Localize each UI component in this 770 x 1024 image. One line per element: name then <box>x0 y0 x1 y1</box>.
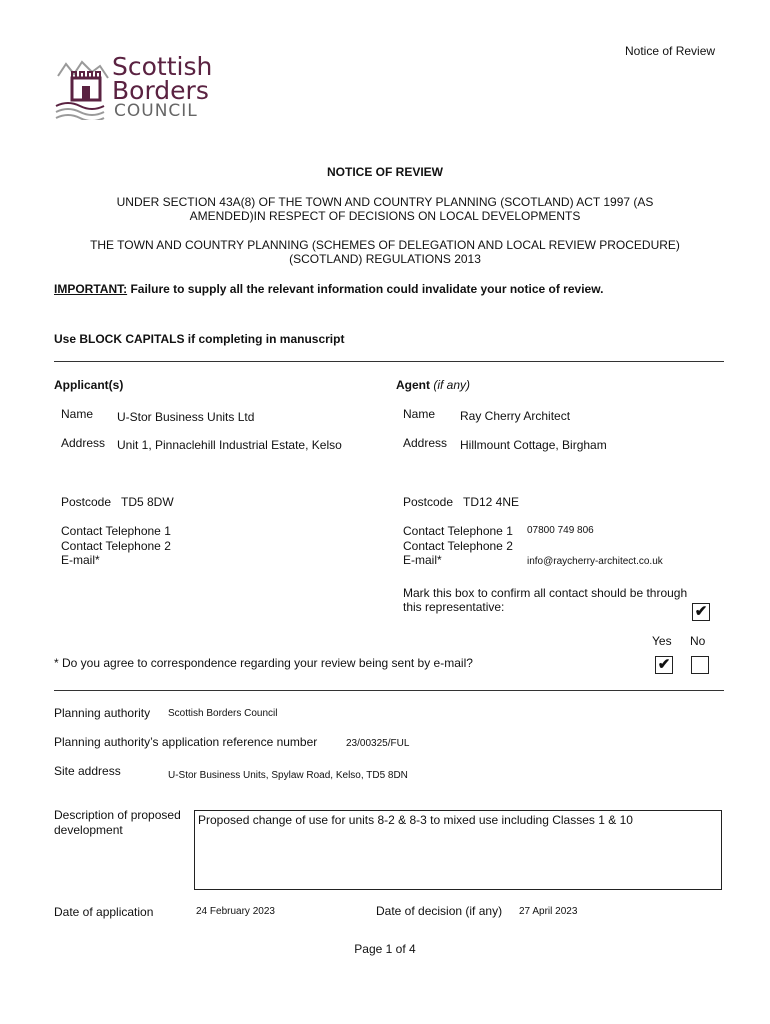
agent-postcode-label: Postcode <box>403 495 454 509</box>
date-of-decision-field[interactable]: 27 April 2023 <box>519 906 578 917</box>
description-label-line2: development <box>54 823 123 837</box>
email-consent-no-checkbox[interactable] <box>691 656 709 674</box>
description-textarea[interactable] <box>194 810 722 890</box>
agent-tel2-label: Contact Telephone 2 <box>403 539 513 553</box>
agent-tel1-label: Contact Telephone 1 <box>403 524 513 538</box>
agent-address-field[interactable]: Hillmount Cottage, Birgham <box>460 438 607 452</box>
subtitle-regs-line1: THE TOWN AND COUNTRY PLANNING (SCHEMES OF DELEGATION AND LOCAL REVIEW PROCEDURE) <box>90 238 680 252</box>
subtitle-regs-line2: (SCOTLAND) REGULATIONS 2013 <box>289 252 481 266</box>
agent-name-field[interactable]: Ray Cherry Architect <box>460 409 571 423</box>
important-label: IMPORTANT: <box>54 282 128 296</box>
site-address-field[interactable]: U-Stor Business Units, Spylaw Road, Kelso, TD5 8DN <box>168 770 408 781</box>
logo-text-council: COUNCIL <box>114 101 198 121</box>
important-notice <box>54 282 603 296</box>
no-label: No <box>690 634 706 648</box>
applicant-tel1-label: Contact Telephone 1 <box>61 524 171 538</box>
important-text: Failure to supply all the relevant information could invalidate your notice of review. <box>127 282 604 296</box>
applicant-email-label: E-mail* <box>61 553 100 567</box>
applicant-address-label: Address <box>61 436 106 450</box>
agent-email-field[interactable]: info@raycherry-architect.co.uk <box>527 556 663 567</box>
logo-text-borders: Borders <box>112 76 209 105</box>
yes-label: Yes <box>652 634 672 648</box>
agent-heading-note: (if any) <box>430 378 471 392</box>
agent-tel1-field[interactable]: 07800 749 806 <box>527 525 594 536</box>
planning-authority-field[interactable]: Scottish Borders Council <box>168 708 278 719</box>
description-text: Proposed change of use for units 8-2 & 8-3 to mixed use including Classes 1 & 10 <box>198 813 633 827</box>
applicant-address-field[interactable]: Unit 1, Pinnaclehill Industrial Estate, Kelso <box>117 438 342 452</box>
section-divider <box>54 361 724 362</box>
subtitle-act-line2: AMENDED)IN RESPECT OF DECISIONS ON LOCAL DEVELOPMENTS <box>189 209 581 223</box>
agent-postcode-field[interactable]: TD12 4NE <box>463 495 520 509</box>
castle-emblem-icon <box>52 56 114 120</box>
page-number: Page 1 of 4 <box>354 942 416 956</box>
date-of-application-label: Date of application <box>54 905 154 919</box>
site-address-label: Site address <box>54 764 121 778</box>
subtitle-act-line1: UNDER SECTION 43A(8) OF THE TOWN AND COUNTRY PLANNING (SCOTLAND) ACT 1997 (AS <box>116 195 654 209</box>
agent-heading-label: Agent <box>396 378 430 392</box>
description-label-line1: Description of proposed <box>54 808 181 822</box>
planning-authority-label: Planning authority <box>54 706 151 720</box>
section-divider <box>54 690 724 691</box>
confirm-representative-line2: this representative: <box>403 600 505 614</box>
agent-email-label: E-mail* <box>403 553 442 567</box>
agent-name-label: Name <box>403 407 436 421</box>
date-of-application-field[interactable]: 24 February 2023 <box>196 906 275 917</box>
applicant-name-field[interactable]: U-Stor Business Units Ltd <box>117 410 255 424</box>
confirm-representative-line1: Mark this box to confirm all contact should be through <box>403 586 688 600</box>
email-consent-question: * Do you agree to correspondence regarding your review being sent by e-mail? <box>54 656 473 670</box>
applicant-postcode-label: Postcode <box>61 495 112 509</box>
date-of-decision-label: Date of decision (if any) <box>376 904 503 918</box>
applicant-heading: Applicant(s) <box>54 378 124 392</box>
page-title: NOTICE OF REVIEW <box>326 165 443 179</box>
header-doc-label: Notice of Review <box>625 44 716 58</box>
confirm-representative-checkbox[interactable]: ✔ <box>692 603 710 621</box>
applicant-tel2-label: Contact Telephone 2 <box>61 539 171 553</box>
agent-address-label: Address <box>403 436 448 450</box>
logo-text-scottish: Scottish <box>112 52 213 81</box>
block-capitals-instruction: Use BLOCK CAPITALS if completing in manuscript <box>54 332 345 346</box>
application-reference-field[interactable]: 23/00325/FUL <box>346 738 410 749</box>
applicant-name-label: Name <box>61 407 94 421</box>
agent-heading <box>396 378 470 392</box>
council-logo <box>52 54 212 124</box>
email-consent-yes-checkbox[interactable]: ✔ <box>655 656 673 674</box>
application-reference-label: Planning authority’s application reference number <box>54 735 318 749</box>
applicant-postcode-field[interactable]: TD5 8DW <box>121 495 174 509</box>
